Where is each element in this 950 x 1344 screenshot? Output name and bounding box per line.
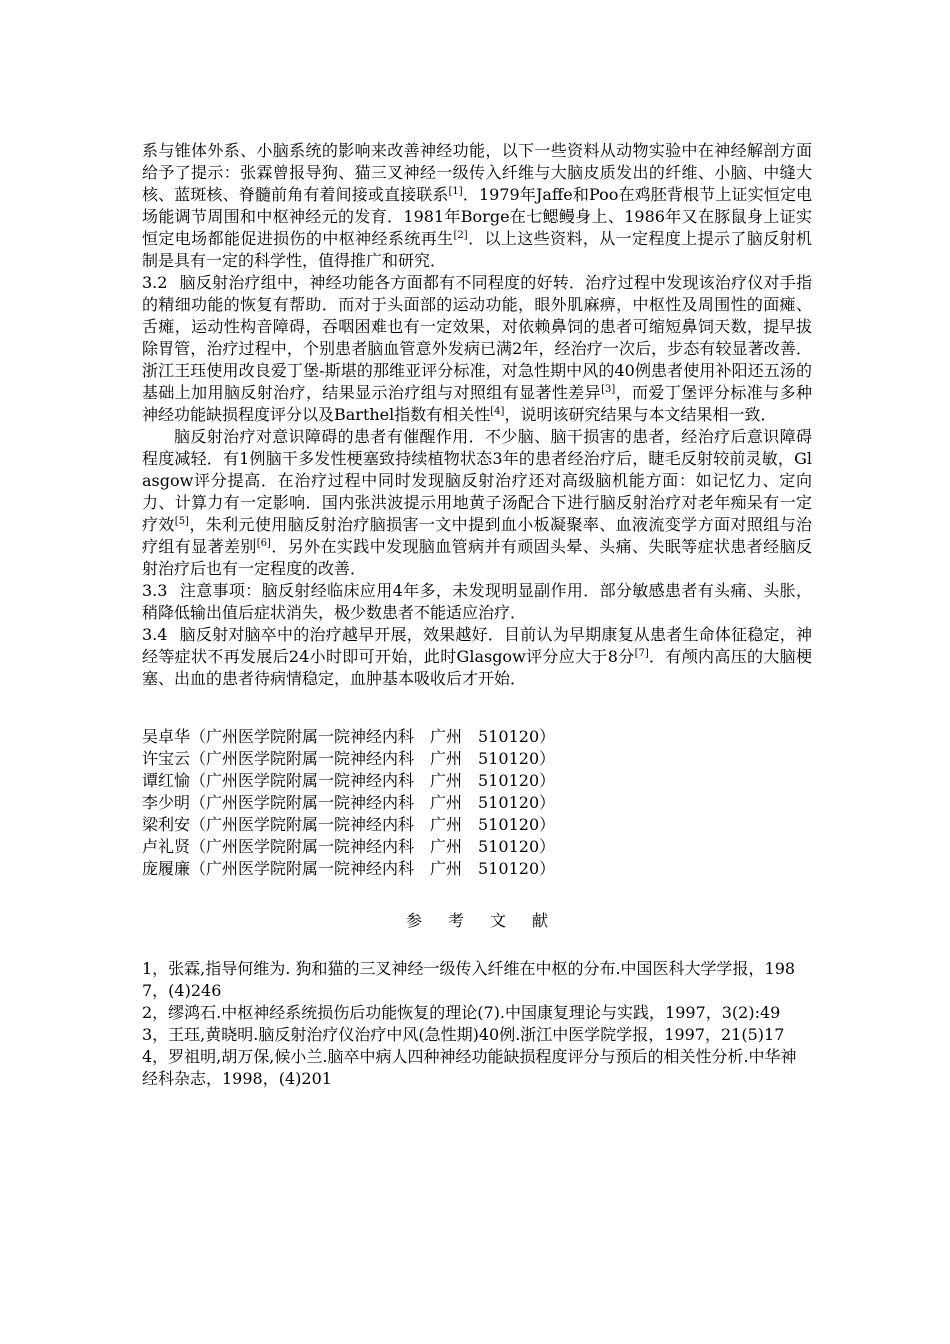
body-paragraph-3-3: [142, 580, 812, 624]
body-paragraph-1: [142, 140, 812, 272]
author-city: 广州: [430, 859, 463, 878]
p3-text-b: ，朱利元使用脑反射治疗脑损害一文中提到血小板凝聚率、血液流变学方面对照组与治疗组有显著差别: [142, 515, 812, 556]
p1-text-a: 系与锥体外系、小脑系统的影响来改善神经功能，以下一些资料从动物实验中在神经解剖方面给予了提示：张霖曾报导狗、猫三叉神经一级传入纤维与大脑皮质发出的纤维、小脑、中缝大核、蓝斑核、脊髓前角有着间接或直接联系: [142, 141, 812, 204]
body-paragraph-3-4: [142, 624, 812, 690]
reference-item: 2，缪鸿石.中枢神经系统损伤后功能恢复的理论(7).中国康复理论与实践，1997，3(2):49: [142, 1003, 781, 1022]
p4-text: 注意事项：脑反射经临床应用4年多，未发现明显副作用．部分敏感患者有头痛、头胀，稍降低输出值后症状消失，极少数患者不能适应治疗．: [142, 581, 812, 622]
author-line: [142, 836, 812, 858]
author-affiliation: （广州医学院附属一院神经内科: [190, 815, 415, 834]
author-line: [142, 814, 812, 836]
citation-1: [1]: [448, 186, 463, 197]
body-paragraph-3-2: [142, 272, 812, 426]
reference-list: [142, 958, 812, 1090]
author-zip: 510120）: [478, 793, 556, 812]
section-number-3-4: 3.4: [142, 625, 168, 644]
author-zip: 510120）: [478, 859, 556, 878]
author-affiliation: （广州医学院附属一院神经内科: [190, 749, 415, 768]
reference-item: 1，张霖,指导何维为. 狗和猫的三叉神经一级传入纤维在中枢的分布.中国医科大学学报，1987，(4)246: [142, 959, 796, 1000]
p3-text-c: ．另外在实践中发现脑血管病并有顽固头晕、头痛、失眠等症状患者经脑反射治疗后也有一定程度的改善．: [142, 537, 812, 578]
author-name: 庞履廉: [142, 859, 191, 878]
p2-text-c: ，说明该研究结果与本文结果相一致．: [504, 405, 777, 424]
author-affiliation: （广州医学院附属一院神经内科: [190, 837, 415, 856]
citation-7: [7]: [634, 648, 649, 659]
author-affiliation: （广州医学院附属一院神经内科: [190, 793, 415, 812]
reference-item: 4，罗祖明,胡万保,候小兰.脑卒中病人四种神经功能缺损程度评分与预后的相关性分析.中华神经科杂志，1998，(4)201: [142, 1047, 797, 1088]
author-zip: 510120）: [478, 815, 556, 834]
p3-text-a: 脑反射治疗对意识障碍的患者有催醒作用．不少脑、脑干损害的患者，经治疗后意识障碍程度减轻．有1例脑干多发性梗塞致持续植物状态3年的患者经治疗后，睫毛反射较前灵敏，Glasgow评分提高．在治疗过程中同时发现脑反射治疗还对高级脑机能方面：如记忆力、定向力、计算力有一定影响．国内张洪波提示用地黄子汤配合下进行脑反射治疗对老年痴呆有一定疗效: [142, 427, 812, 534]
author-city: 广州: [430, 771, 463, 790]
author-name: 梁利安: [142, 815, 191, 834]
citation-3: [3]: [601, 384, 616, 395]
section-number-3-3: 3.3: [142, 581, 168, 600]
author-affiliation: （广州医学院附属一院神经内科: [190, 727, 415, 746]
author-city: 广州: [430, 749, 463, 768]
author-affiliation: （广州医学院附属一院神经内科: [190, 859, 415, 878]
reference-item: 3，王珏,黄晓明.脑反射治疗仪治疗中风(急性期)40例.浙江中医学院学报，1997，21(5)17: [142, 1025, 785, 1044]
author-name: 许宝云: [142, 749, 191, 768]
body-paragraph-consciousness: [142, 426, 812, 580]
author-line: [142, 748, 812, 770]
author-line: [142, 792, 812, 814]
author-line: [142, 726, 812, 748]
author-list: [142, 726, 812, 880]
author-city: 广州: [430, 837, 463, 856]
author-line: [142, 770, 812, 792]
author-name: 谭红愉: [142, 771, 191, 790]
author-city: 广州: [430, 815, 463, 834]
author-city: 广州: [430, 727, 463, 746]
author-name: 卢礼贤: [142, 837, 191, 856]
citation-4: [4]: [490, 406, 505, 417]
author-name: 吴卓华: [142, 727, 191, 746]
document-page: [142, 140, 812, 1090]
author-zip: 510120）: [478, 749, 556, 768]
author-zip: 510120）: [478, 837, 556, 856]
p5-text-a: 脑反射对脑卒中的治疗越早开展，效果越好．目前认为早期康复从患者生命体征稳定，神经等症状不再发展后24小时即可开始，此时Glasgow评分应大于8分: [142, 625, 812, 666]
p1-text-c: ．以上这些资料，从一定程度上提示了脑反射机制是具有一定的科学性，值得推广和研究．: [142, 229, 812, 270]
author-line: [142, 858, 812, 880]
author-zip: 510120）: [478, 727, 556, 746]
citation-5: [5]: [174, 516, 189, 527]
p1-text-b: ．1979年Jaffe和Poo在鸡胚背根节上证实恒定电场能调节周围和中枢神经元的发育．1981年Borge在七鳃鳗身上、1986年又在豚鼠身上证实恒定电场都能促进损伤的中枢神经系统再生: [142, 185, 812, 248]
author-affiliation: （广州医学院附属一院神经内科: [190, 771, 415, 790]
author-name: 李少明: [142, 793, 191, 812]
author-city: 广州: [430, 793, 463, 812]
p5-text-b: ．有颅内高压的大脑梗塞、出血的患者待病情稳定，血肿基本吸收后才开始．: [142, 647, 812, 688]
citation-6: [6]: [256, 538, 271, 549]
author-zip: 510120）: [478, 771, 556, 790]
p2-text-b: ，而爱丁堡评分标准与多种神经功能缺损程度评分以及Barthel指数有相关性: [142, 383, 812, 424]
section-number-3-2: 3.2: [142, 273, 168, 292]
references-heading: 参考文献: [405, 911, 574, 930]
citation-2: [2]: [453, 230, 468, 241]
p2-text-a: 脑反射治疗组中，神经功能各方面都有不同程度的好转．治疗过程中发现该治疗仪对手指的精细功能的恢复有帮助．而对于头面部的运动功能，眼外肌麻痹，中枢性及周围性的面瘫、舌瘫，运动性构音障碍，吞咽困难也有一定效果，对依赖鼻饲的患者可缩短鼻饲天数，提早拔除胃管，治疗过程中，个别患者脑血管意外发病已满2年，经治疗一次后，步态有较显著改善．浙江王珏使用改良爱丁堡-斯堪的那维亚评分标准，对急性期中风的40例患者使用补阳还五汤的基础上加用脑反射治疗，结果显示治疗组与对照组有显著性差异: [142, 273, 812, 402]
